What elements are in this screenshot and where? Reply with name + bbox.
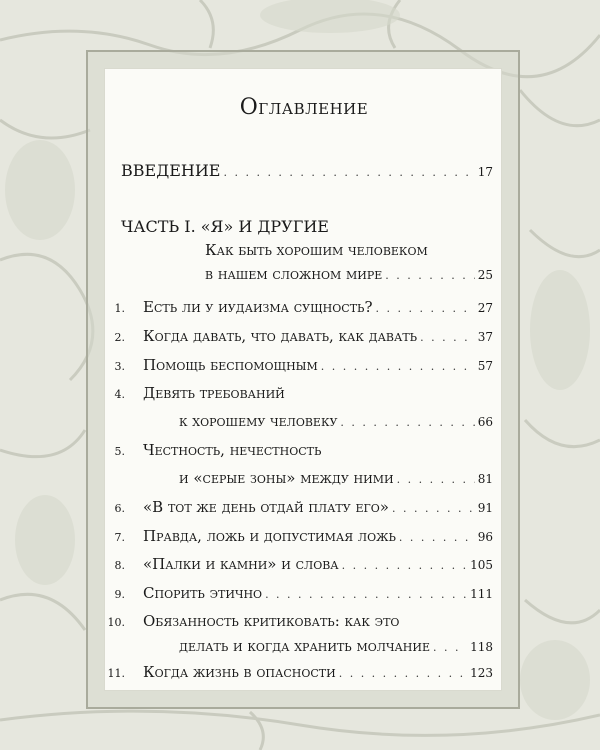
chapter-number: 7. bbox=[114, 531, 125, 544]
chapter-title: «Палки и камни» и слова bbox=[143, 555, 339, 573]
toc-chapter-11[interactable] bbox=[105, 663, 503, 685]
toc-part-subtitle-line2: в нашем сложном мире bbox=[205, 265, 383, 283]
chapter-title-cont: и «серые зоны» между ними bbox=[179, 469, 394, 487]
chapter-title: Обязанность критиковать: как это bbox=[143, 612, 400, 630]
chapter-page: 37 bbox=[477, 330, 493, 344]
leader-dots bbox=[342, 559, 467, 572]
chapter-number: 5. bbox=[114, 445, 125, 458]
chapter-number: 10. bbox=[107, 616, 125, 629]
leader-dots bbox=[340, 416, 474, 429]
toc-title: Оглавление bbox=[239, 95, 369, 120]
chapter-title-cont: к хорошему человеку bbox=[179, 412, 338, 430]
chapter-page: 118 bbox=[470, 640, 493, 654]
chapter-number: 6. bbox=[114, 502, 125, 515]
chapter-title-cont: делать и когда хранить молчание bbox=[179, 637, 430, 655]
toc-chapter-10[interactable] bbox=[105, 612, 503, 634]
chapter-page: 66 bbox=[477, 415, 493, 429]
leader-dots bbox=[339, 667, 467, 680]
toc-chapter-2[interactable] bbox=[105, 327, 503, 349]
chapter-page: 123 bbox=[470, 666, 493, 680]
toc-panel bbox=[104, 68, 502, 691]
leader-dots bbox=[399, 531, 475, 544]
chapter-page: 105 bbox=[470, 558, 493, 572]
leader-dots bbox=[433, 641, 467, 654]
chapter-title: Честность, нечестность bbox=[143, 441, 322, 459]
toc-chapter-1[interactable] bbox=[105, 298, 503, 320]
chapter-page: 91 bbox=[477, 501, 493, 515]
toc-chapter-10-cont[interactable] bbox=[179, 637, 493, 655]
toc-chapter-5[interactable] bbox=[105, 441, 503, 463]
chapter-number: 9. bbox=[114, 588, 125, 601]
chapter-title: Помощь беспомощным bbox=[143, 356, 318, 374]
chapter-title: Есть ли у иудаизма сущность? bbox=[143, 298, 373, 316]
leader-dots bbox=[385, 269, 474, 282]
leader-dots bbox=[223, 166, 474, 179]
chapter-number: 11. bbox=[107, 667, 125, 680]
toc-part-subtitle-line1: Как быть хорошим человеком bbox=[205, 241, 428, 259]
chapter-page: 96 bbox=[477, 530, 493, 544]
leader-dots bbox=[376, 302, 475, 315]
toc-chapter-7[interactable] bbox=[105, 527, 503, 549]
chapter-page: 57 bbox=[477, 359, 493, 373]
toc-chapter-6[interactable] bbox=[105, 498, 503, 520]
chapter-title: Правда, ложь и допустимая ложь bbox=[143, 527, 396, 545]
leader-dots bbox=[420, 331, 475, 344]
leader-dots bbox=[392, 502, 475, 515]
chapter-title: Когда жизнь в опасности bbox=[143, 663, 336, 681]
toc-chapter-4[interactable] bbox=[105, 384, 503, 406]
leader-dots bbox=[265, 588, 467, 601]
toc-chapter-3[interactable] bbox=[105, 356, 503, 378]
chapter-number: 2. bbox=[114, 331, 125, 344]
toc-intro[interactable] bbox=[121, 161, 493, 180]
toc-chapter-8[interactable] bbox=[105, 555, 503, 577]
chapter-page: 27 bbox=[477, 301, 493, 315]
chapter-page: 81 bbox=[477, 472, 493, 486]
toc-chapter-4-cont[interactable] bbox=[179, 412, 493, 430]
leader-dots bbox=[321, 360, 475, 373]
chapter-page: 111 bbox=[470, 587, 493, 601]
chapter-number: 3. bbox=[114, 360, 125, 373]
chapter-title: Когда давать, что давать, как давать bbox=[143, 327, 418, 345]
chapter-number: 4. bbox=[114, 388, 125, 401]
chapter-title: «В тот же день отдай плату его» bbox=[143, 498, 389, 516]
chapter-title: Спорить этично bbox=[143, 584, 263, 602]
chapter-number: 8. bbox=[114, 559, 125, 572]
toc-chapter-9[interactable] bbox=[105, 584, 503, 606]
leader-dots bbox=[397, 473, 475, 486]
toc-intro-label: ВВЕДЕНИЕ bbox=[121, 161, 221, 180]
toc-intro-page: 17 bbox=[477, 165, 493, 179]
toc-part-line2[interactable] bbox=[205, 265, 493, 283]
chapter-title: Девять требований bbox=[143, 384, 285, 402]
toc-chapter-5-cont[interactable] bbox=[179, 469, 493, 487]
toc-part-page: 25 bbox=[477, 268, 493, 282]
toc-part-label: ЧАСТЬ I. «Я» И ДРУГИЕ bbox=[121, 217, 329, 236]
chapter-number: 1. bbox=[114, 302, 125, 315]
